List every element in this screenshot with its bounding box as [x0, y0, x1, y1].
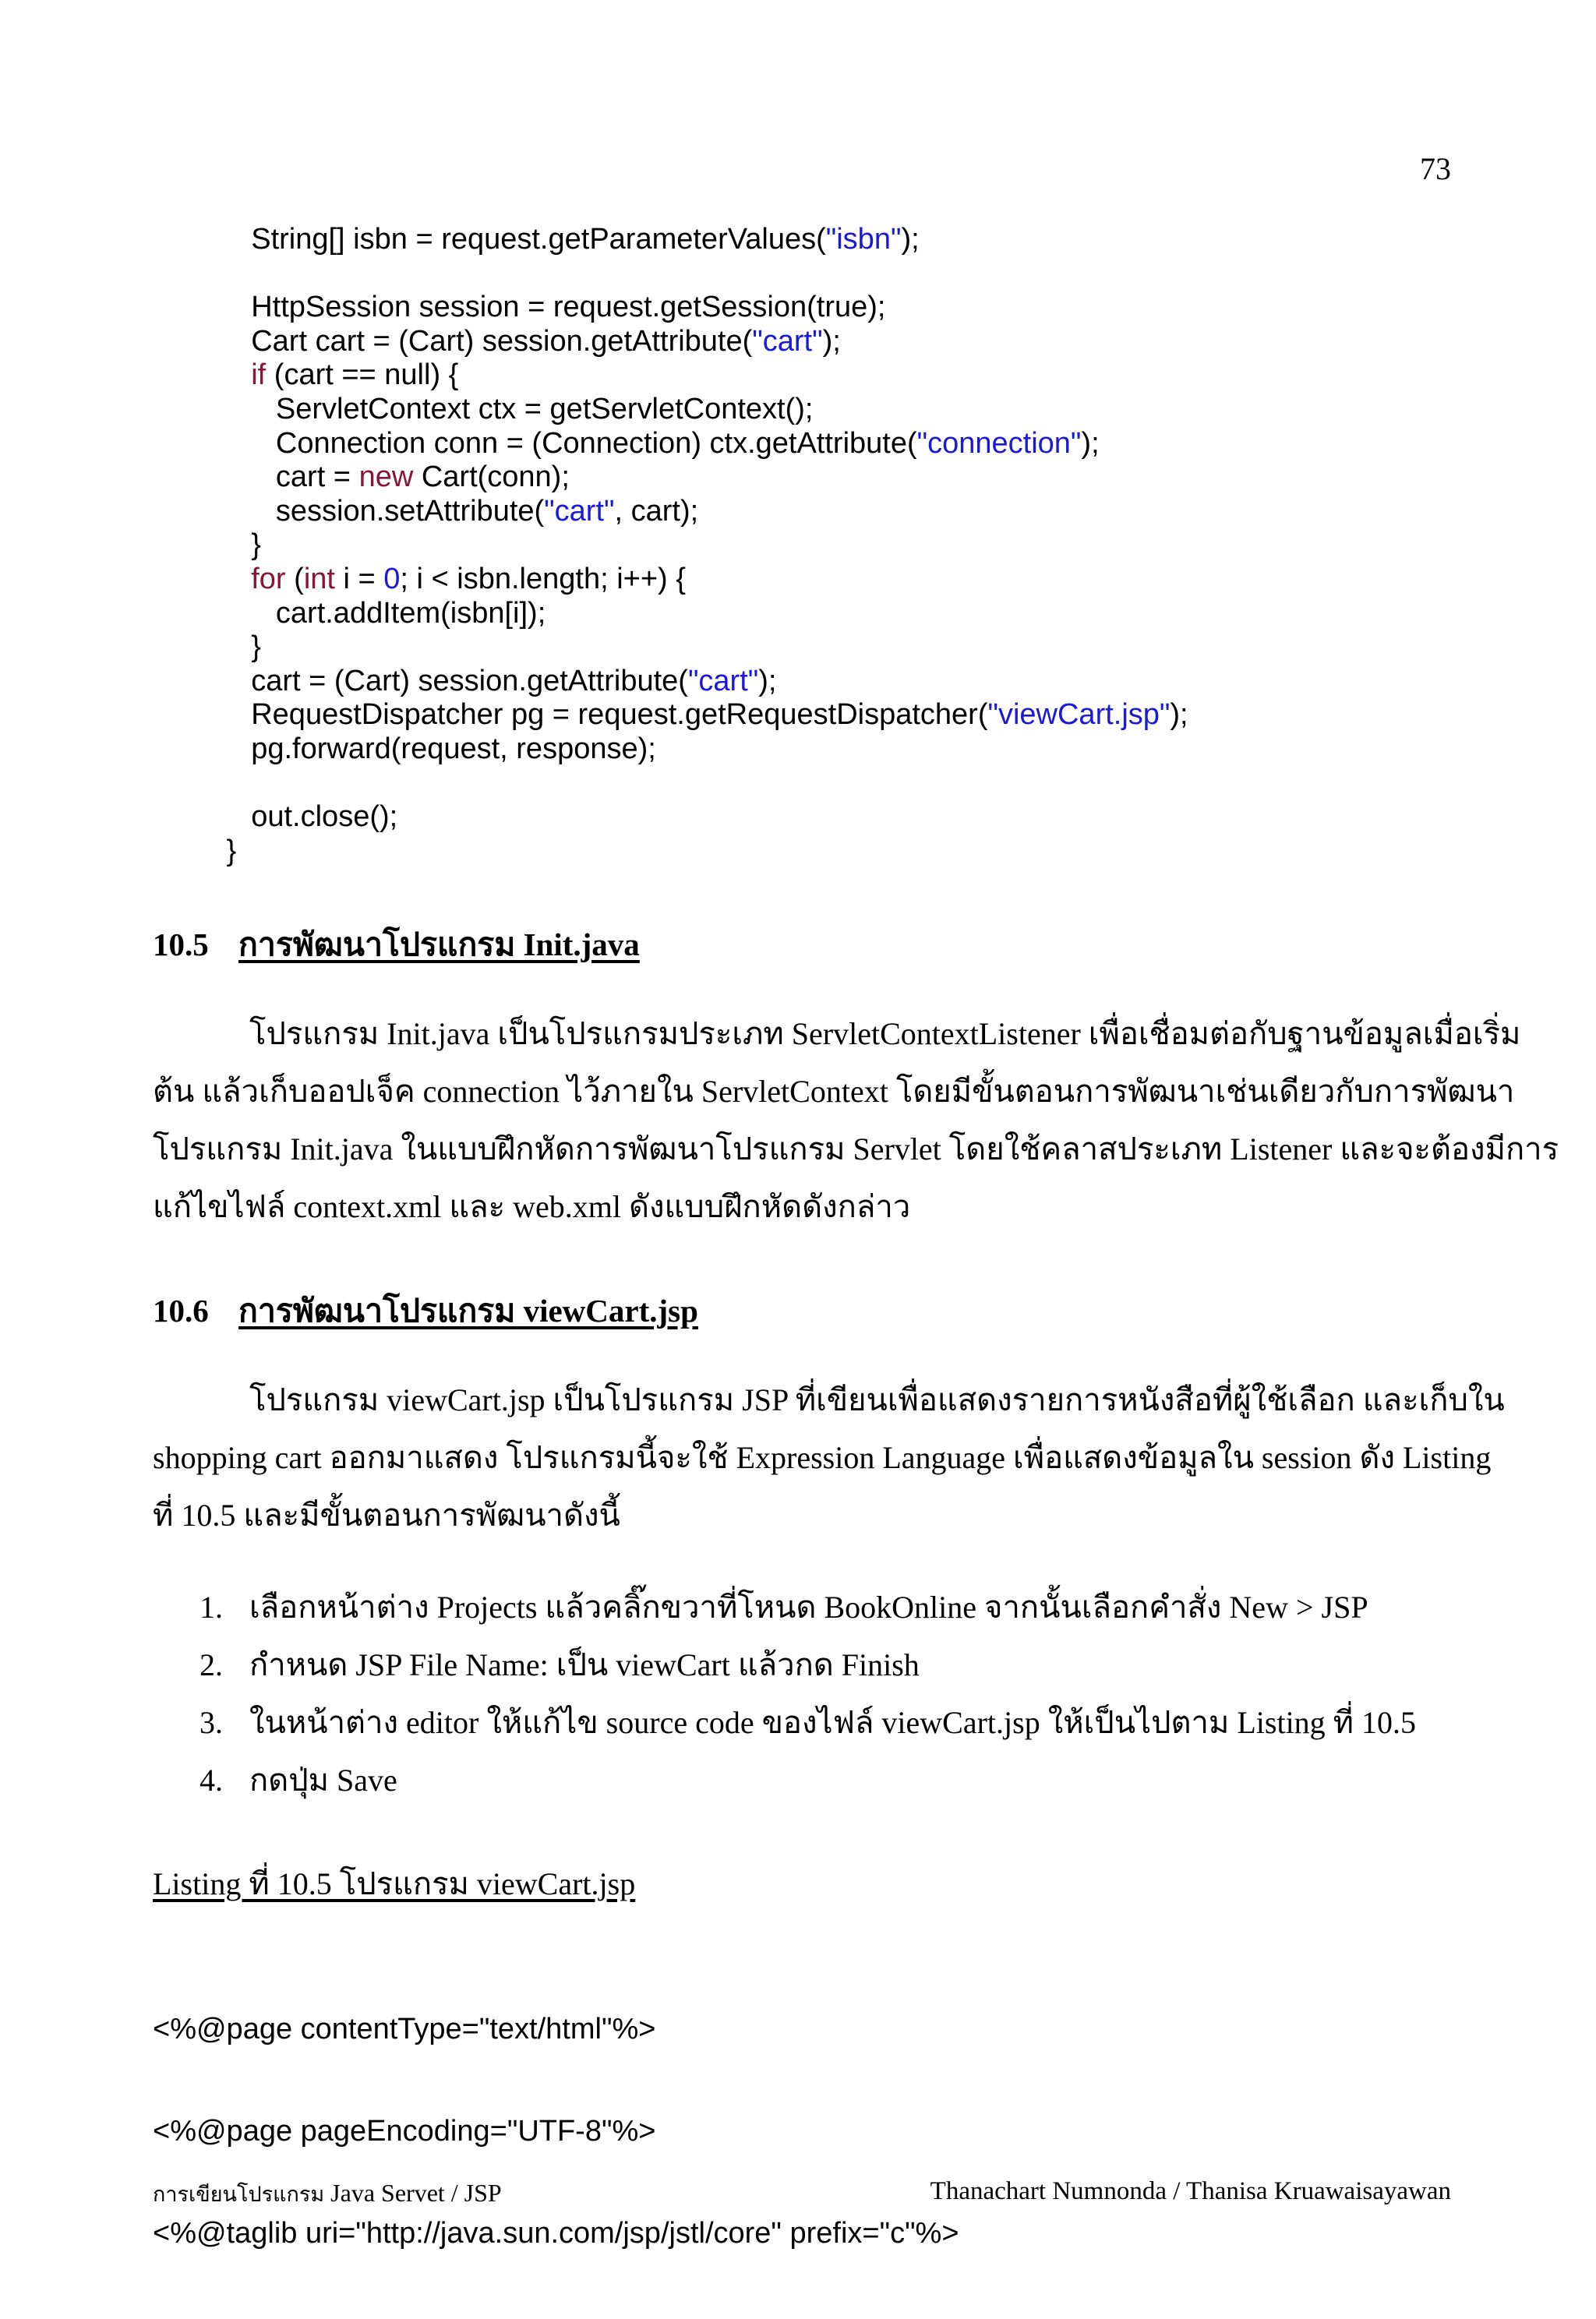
code-text: cart = (Cart) session.getAttribute( — [218, 664, 688, 697]
step-text: กดปุ่ม Save — [249, 1763, 397, 1798]
code-line — [218, 528, 1188, 563]
paragraph-line: โปรแกรม Init.java ในแบบฝึกหัดการพัฒนาโปรแกรม Servlet โดยใช้คลาสประเภท Listener และจะต้องมีการ — [153, 1131, 1559, 1167]
code-text: ); — [1170, 698, 1188, 732]
code-text: session.setAttribute( — [218, 494, 545, 528]
code-text: } — [218, 630, 261, 664]
code-number: 0 — [383, 562, 401, 595]
code-text: pg.forward(request, response); — [218, 732, 656, 765]
code-text: ); — [901, 223, 920, 256]
code-keyword: for — [251, 562, 286, 595]
code-text: ServletContext ctx = getServletContext(); — [218, 392, 814, 425]
code-text: cart.addItem(isbn[i]); — [218, 596, 546, 630]
code-text: Cart(conn); — [413, 461, 570, 494]
footer-course-text: Java Servet / JSP — [324, 2179, 502, 2207]
code-string: "cart" — [544, 494, 615, 528]
code-text — [218, 358, 251, 391]
section-title: การพัฒนาโปรแกรม Init.java — [238, 927, 640, 962]
footer-thai-text: การเขียนโปรแกรม — [153, 2183, 325, 2206]
code-line: <%@taglib uri="http://java.sun.com/jsp/jstl/core" prefix="c"%> — [153, 2216, 959, 2250]
code-text: ; i < isbn.length; i++) { — [400, 562, 686, 595]
code-string: "cart" — [752, 324, 823, 358]
paragraph-10-5 — [153, 1005, 1559, 1236]
code-line — [218, 698, 1188, 732]
code-line — [218, 767, 1188, 801]
code-text: , cart); — [614, 494, 699, 528]
code-text: ); — [758, 664, 777, 697]
code-line — [218, 223, 1188, 257]
list-item — [200, 1636, 1416, 1694]
code-text: (cart == null) { — [266, 358, 459, 392]
code-text: String[] isbn = request.getParameterValues( — [218, 223, 826, 256]
paragraph-line: ต้น แล้วเก็บออปเจ็ค connection ไว้ภายใน ServletContext โดยมีขั้นตอนการพัฒนาเช่นเดียวกับการพัฒนา — [153, 1074, 1515, 1109]
code-keyword: new — [358, 461, 414, 494]
code-line — [218, 325, 1188, 359]
step-text: เลือกหน้าต่าง Projects แล้วคลิ๊กขวาที่โหนด BookOnline จากนั้นเลือกคำสั่ง New > JSP — [249, 1590, 1368, 1625]
code-line — [218, 732, 1188, 767]
code-keyword: if — [251, 358, 267, 392]
code-text: i = — [334, 562, 384, 595]
code-text: cart = — [218, 461, 359, 494]
page-number: 73 — [1420, 151, 1451, 186]
java-code-block — [218, 223, 1188, 868]
list-item — [200, 1579, 1416, 1636]
paragraph-line: ที่ 10.5 และมีขั้นตอนการพัฒนาดังนี้ — [153, 1498, 620, 1533]
section-number: 10.6 — [153, 1293, 209, 1329]
jsp-code-block — [153, 1945, 959, 2319]
code-line — [218, 563, 1188, 597]
section-heading-10-5 — [153, 919, 640, 970]
paragraph-line: แก้ไขไฟล์ context.xml และ web.xml ดังแบบฝึกหัดดังกล่าว — [153, 1189, 911, 1224]
code-line — [218, 461, 1188, 495]
paragraph-line: โปรแกรม Init.java เป็นโปรแกรมประเภท ServletContextListener เพื่อเชื่อมต่อกับฐานข้อมูลเมื่อเริ่ม — [249, 1016, 1521, 1051]
code-string: "connection" — [916, 426, 1082, 460]
listing-caption: Listing ที่ 10.5 โปรแกรม viewCart.jsp — [153, 1866, 636, 1901]
code-line — [218, 358, 1188, 393]
code-text: Cart cart = (Cart) session.getAttribute( — [218, 324, 753, 358]
step-text: กำหนด JSP File Name: เป็น viewCart แล้วกด Finish — [249, 1647, 920, 1682]
code-line — [218, 800, 1188, 835]
step-number: 2. — [200, 1647, 223, 1682]
step-number: 4. — [200, 1763, 223, 1798]
code-line — [218, 835, 1188, 869]
code-line — [218, 630, 1188, 665]
section-title: การพัฒนาโปรแกรม viewCart.jsp — [238, 1293, 698, 1329]
code-text: ); — [1081, 426, 1100, 460]
section-number: 10.5 — [153, 927, 209, 962]
steps-list — [200, 1579, 1416, 1809]
code-text: out.close(); — [218, 800, 398, 834]
code-text — [218, 563, 251, 595]
code-text: } — [218, 834, 237, 867]
paragraph-line: โปรแกรม viewCart.jsp เป็นโปรแกรม JSP ที่เขียนเพื่อแสดงรายการหนังสือที่ผู้ใช้เลือก และเก็บใน — [249, 1382, 1505, 1417]
code-string: "cart" — [687, 664, 759, 697]
code-text: RequestDispatcher pg = request.getRequestDispatcher( — [218, 698, 988, 732]
section-heading-10-6 — [153, 1286, 698, 1336]
code-text: ); — [822, 324, 841, 358]
code-line: <%@page contentType="text/html"%> — [153, 2013, 656, 2046]
paragraph-line: shopping cart ออกมาแสดง โปรแกรมนี้จะใช้ Expression Language เพื่อแสดงข้อมูลใน session ดัง Listing — [153, 1440, 1492, 1475]
code-line — [218, 257, 1188, 291]
code-line: <%@page pageEncoding="UTF-8"%> — [153, 2114, 656, 2148]
code-line — [218, 495, 1188, 529]
code-string: "viewCart.jsp" — [987, 698, 1171, 732]
code-line — [218, 393, 1188, 427]
footer-authors: Thanachart Numnonda / Thanisa Kruawaisayawan — [930, 2177, 1451, 2205]
paragraph-10-6 — [153, 1371, 1505, 1544]
list-item — [200, 1694, 1416, 1752]
list-item — [200, 1752, 1416, 1809]
code-string: "isbn" — [825, 223, 902, 256]
step-text: ในหน้าต่าง editor ให้แก้ไข source code ของไฟล์ viewCart.jsp ให้เป็นไปตาม Listing ที่ 10.5 — [249, 1705, 1417, 1740]
footer-left — [153, 2177, 502, 2211]
code-text: HttpSession session = request.getSession(true); — [218, 291, 886, 324]
code-line — [218, 291, 1188, 325]
step-number: 3. — [200, 1705, 223, 1740]
step-number: 1. — [200, 1590, 223, 1625]
code-text: ( — [285, 562, 304, 595]
code-text: } — [218, 528, 261, 562]
code-line — [218, 597, 1188, 631]
code-keyword: int — [303, 562, 335, 595]
code-text: Connection conn = (Connection) ctx.getAttribute( — [218, 426, 917, 460]
code-line — [218, 665, 1188, 699]
code-line — [218, 427, 1188, 461]
